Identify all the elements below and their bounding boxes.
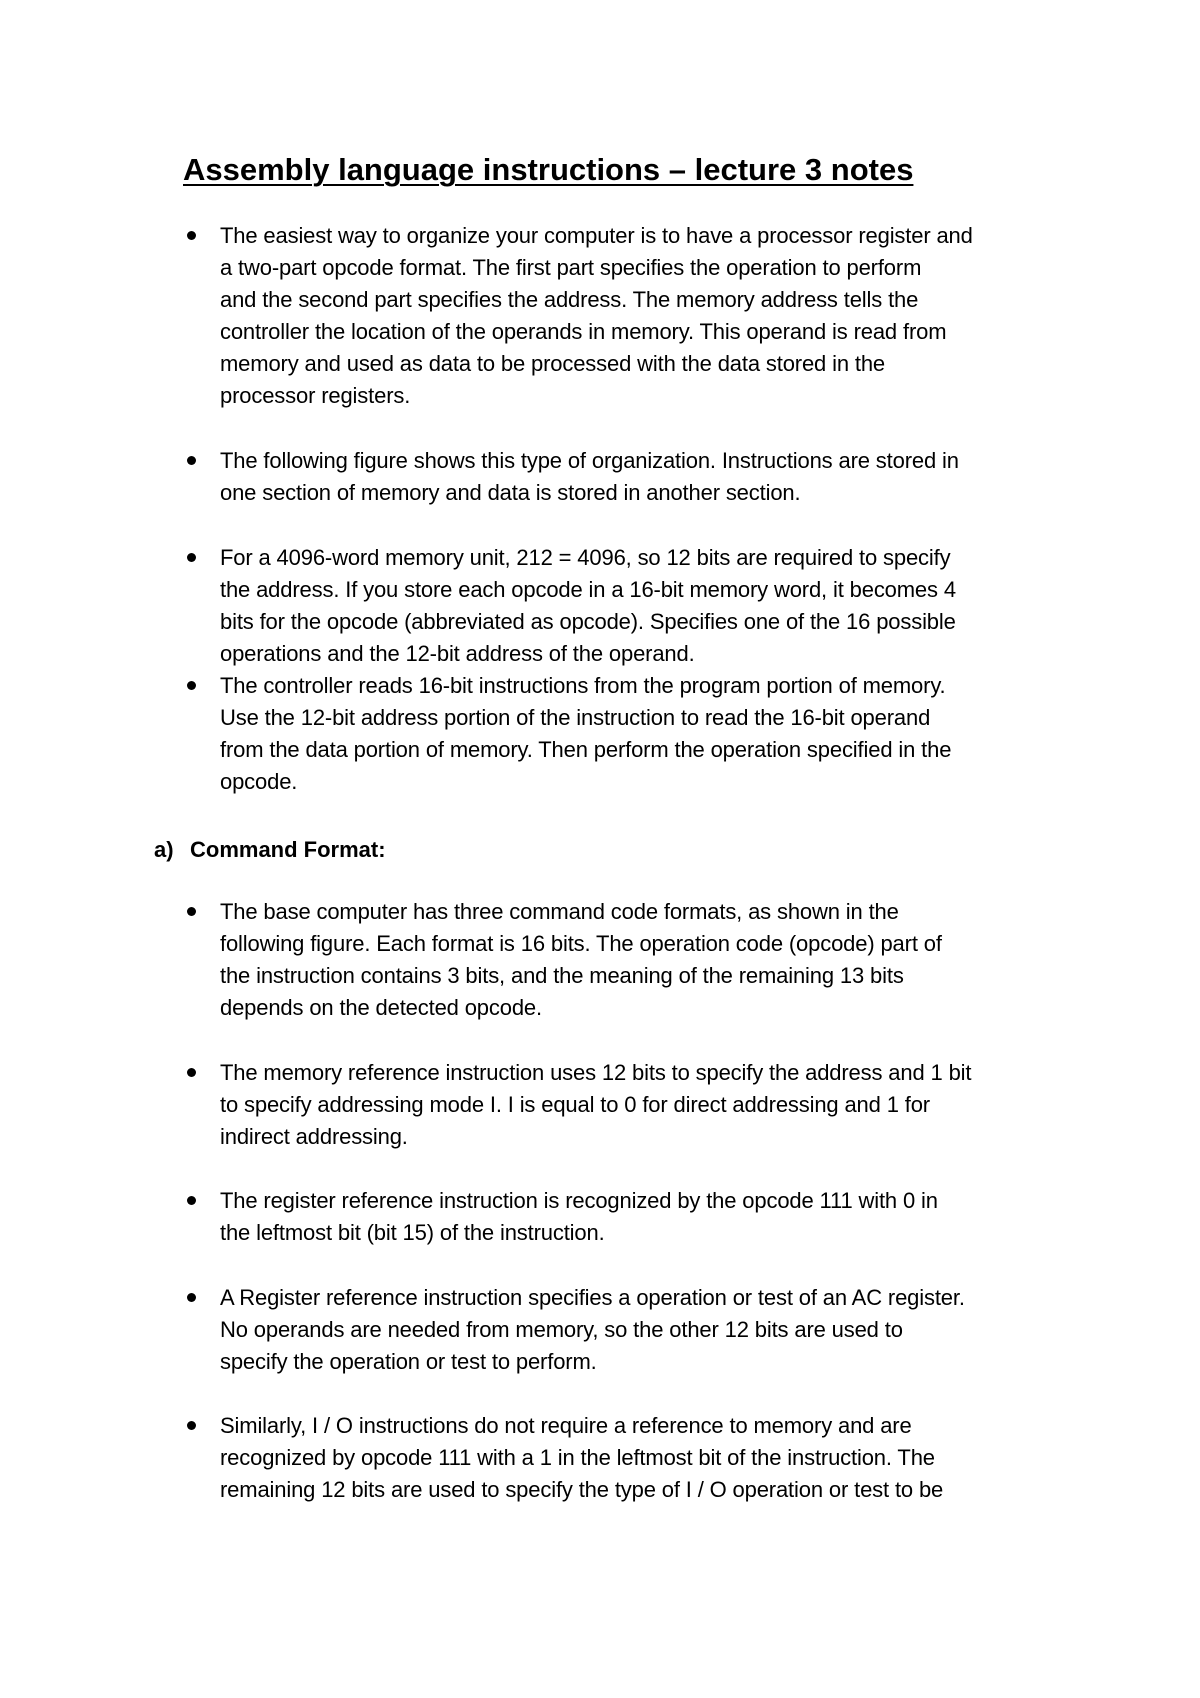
list-item <box>185 1185 1085 1249</box>
bullet-text <box>220 670 1085 798</box>
text-line: indirect addressing. <box>220 1124 408 1149</box>
bullet-icon <box>187 1068 196 1077</box>
list-item <box>185 445 1085 509</box>
text-line: memory and used as data to be processed with the data stored in the <box>220 351 886 376</box>
bullet-text <box>220 542 1085 670</box>
bullet-icon <box>187 231 196 240</box>
text-line: the address. If you store each opcode in a 16-bit memory word, it becomes 4 <box>220 577 956 602</box>
text-line: Similarly, I / O instructions do not require a reference to memory and are <box>220 1413 912 1438</box>
text-line: the instruction contains 3 bits, and the meaning of the remaining 13 bits <box>220 963 904 988</box>
text-line: The memory reference instruction uses 12 bits to specify the address and 1 bit <box>220 1060 972 1085</box>
bullet-text <box>220 220 1085 412</box>
bullet-list-format-2 <box>185 1057 1085 1153</box>
text-line: recognized by opcode 111 with a 1 in the leftmost bit of the instruction. The <box>220 1445 935 1470</box>
text-line: The base computer has three command code formats, as shown in the <box>220 899 899 924</box>
list-item <box>185 896 1085 1024</box>
text-line: specify the operation or test to perform. <box>220 1349 597 1374</box>
bullet-icon <box>187 1293 196 1302</box>
text-line: a two-part opcode format. The first part specifies the operation to perform <box>220 255 922 280</box>
text-line: The register reference instruction is recognized by the opcode 111 with 0 in <box>220 1188 938 1213</box>
text-line: the leftmost bit (bit 15) of the instruction. <box>220 1220 605 1245</box>
text-line: remaining 12 bits are used to specify the type of I / O operation or test to be <box>220 1477 944 1502</box>
document-title: Assembly language instructions – lecture 3 notes <box>183 152 914 187</box>
text-line: following figure. Each format is 16 bits. The operation code (opcode) part of <box>220 931 942 956</box>
bullet-text <box>220 1057 1085 1153</box>
bullet-list-format-4 <box>185 1282 1085 1378</box>
text-line: one section of memory and data is stored in another section. <box>220 480 801 505</box>
bullet-text <box>220 896 1085 1024</box>
bullet-text <box>220 1282 1085 1378</box>
list-item <box>185 670 1085 798</box>
list-item <box>185 1057 1085 1153</box>
text-line: bits for the opcode (abbreviated as opcode). Specifies one of the 16 possible <box>220 609 956 634</box>
bullet-text <box>220 445 1085 509</box>
text-line: A Register reference instruction specifies a operation or test of an AC register. <box>220 1285 965 1310</box>
text-line: The easiest way to organize your computer is to have a processor register and <box>220 223 973 248</box>
text-line: processor registers. <box>220 383 411 408</box>
text-line: depends on the detected opcode. <box>220 995 542 1020</box>
text-line: to specify addressing mode I. I is equal to 0 for direct addressing and 1 for <box>220 1092 930 1117</box>
bullet-list-intro <box>185 220 1085 412</box>
text-line: operations and the 12-bit address of the operand. <box>220 641 695 666</box>
bullet-icon <box>187 907 196 916</box>
bullet-text <box>220 1185 1085 1249</box>
bullet-list-format-1 <box>185 896 1085 1024</box>
text-line: Use the 12-bit address portion of the instruction to read the 16-bit operand <box>220 705 931 730</box>
list-item <box>185 542 1085 670</box>
list-item <box>185 1282 1085 1378</box>
text-line: controller the location of the operands in memory. This operand is read from <box>220 319 947 344</box>
bullet-list-intro-2 <box>185 445 1085 509</box>
bullet-list-intro-3 <box>185 542 1085 798</box>
section-heading <box>154 834 386 866</box>
text-line: The controller reads 16-bit instructions from the program portion of memory. <box>220 673 946 698</box>
list-item <box>185 1410 1085 1506</box>
list-item <box>185 220 1085 412</box>
text-line: from the data portion of memory. Then perform the operation specified in the <box>220 737 952 762</box>
bullet-icon <box>187 553 196 562</box>
bullet-text <box>220 1410 1085 1506</box>
bullet-icon <box>187 1196 196 1205</box>
text-line: For a 4096-word memory unit, 212 = 4096, so 12 bits are required to specify <box>220 545 951 570</box>
text-line: opcode. <box>220 769 298 794</box>
text-line: and the second part specifies the address. The memory address tells the <box>220 287 919 312</box>
bullet-icon <box>187 681 196 690</box>
text-line: The following figure shows this type of organization. Instructions are stored in <box>220 448 959 473</box>
bullet-icon <box>187 456 196 465</box>
text-line: No operands are needed from memory, so the other 12 bits are used to <box>220 1317 903 1342</box>
bullet-list-format-3 <box>185 1185 1085 1249</box>
bullet-icon <box>187 1421 196 1430</box>
section-heading-text: Command Format: <box>190 837 386 862</box>
bullet-list-format-5 <box>185 1410 1085 1506</box>
section-marker: a) <box>154 837 174 862</box>
